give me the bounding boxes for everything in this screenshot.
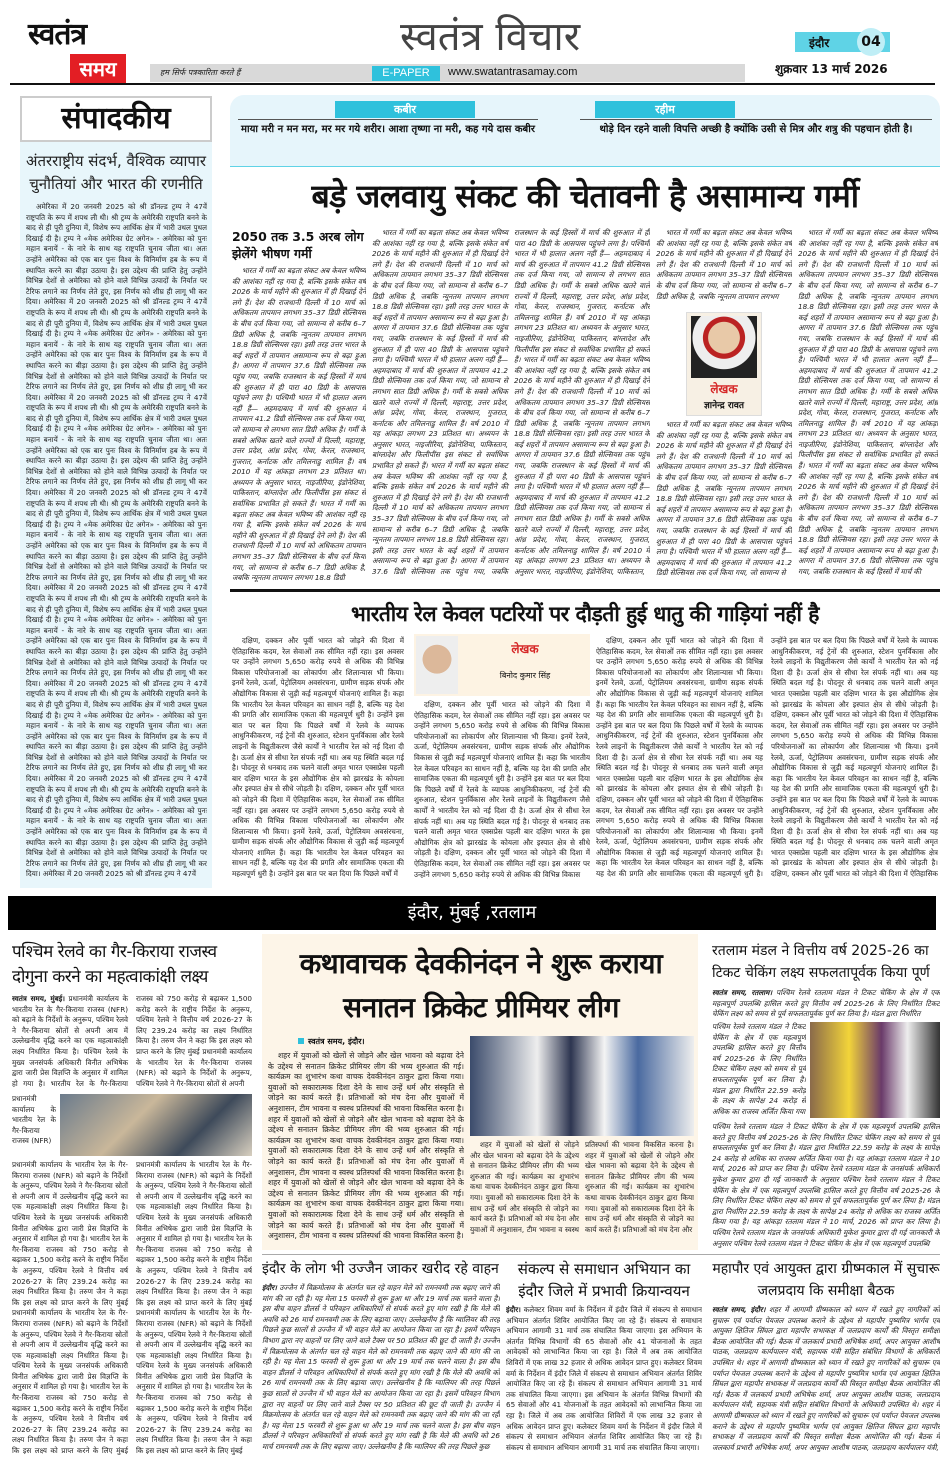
lead-body-cols: भारत में गर्मी का बढ़ता संकट अब केवल भविष्य की आशंका नहीं रह गया है, बल्कि इसके संकेत वर्ष 2026 के मार्च महीने की शुरुआत में ही दिखाई देने लगे हैं। देश की राजधानी दिल्ली में 10 मार्च को अधिकतम तापमान लगभग 35–37 डिग्री सेल्सियस के बीच दर्ज किया गया, जो सामान्य से करीब 6–7 डिग्री अधिक है, जबकि न्यूनतम तापमान लगभग 18.8 डिग्री सेल्सियस रहा। इसी तरह उत्तर भारत के कई शहरों में तापमान असामान्य रूप से बढ़ा हुआ है। आगरा में तापमान 37.6 डिग्री सेल्सियस तक पहुंच गया, जबकि राजस्थान के कई हिस्सों में मार्च की शुरुआत में ही पारा 40 डिग्री के आसपास पहुंचने लगा है। पश्चिमी भारत में भी हालात अलग नहीं हैं— अहमदाबाद में मार्च की शुरुआत में तापमान 41.2 डिग्री सेल्सियस तक दर्ज किया गया, जो सामान्य से लगभग सात डिग्री अधिक है। गर्मी के सबसे अधिक खतरे वाले राज्यों में दिल्ली, महाराष्ट्र, उत्तर प्रदेश, आंध्र प्रदेश, गोवा, केरल, राजस्थान, गुजरात, कर्नाटक और तमिलनाडु शामिल हैं। वर्ष 2010 में यह आंकड़ा लगभग 23 प्रतिशत था। अध्ययन के अनुसार भारत, नाइजीरिया, इंडोनेशिया, पाकिस्तान, बांग्लादेश और फिलीपींस इस संकट से सर्वाधिक प्रभावित हो सकते हैं। भारत में गर्मी का बढ़ता संकट अब केवल भविष्य की आशंका नहीं रह गया है, बल्कि इसके संकेत वर्ष 2026 के मार्च महीने की शुरुआत में ही दिखाई देने लगे हैं। देश की राजधानी दिल्ली में 10 मार्च को अधिकतम तापमान लगभग 35–37 डिग्री सेल्सियस के बीच दर्ज किया गया, जो सामान्य से करीब 6–7 डिग्री अधिक है, जबकि न्यूनतम तापमान लगभग 18.8 डिग्री सेल्सियस रहा। इसी तरह उत्तर भारत के कई शहरों में तापमान असामान्य रूप से बढ़ा हुआ है। आगरा में तापमान 37.6 डिग्री सेल्सियस तक पहुंच गया, जबकि राजस्थान के कई हिस्सों में मार्च की शुरुआत में ही पारा 40 डिग्री के आसपास पहुंचने लगा है। पश्चिमी भारत में भी हालात अलग नहीं हैं— अहमदाबाद में मार्च की शुरुआत में तापमान 41.2 डिग्री सेल्सियस तक दर्ज किया गया, जो सामान्य से लगभग सात डिग्री अधिक है। गर्मी के सबसे अधिक खतरे वाले राज्यों में दिल्ली, महाराष्ट्र, उत्तर प्रदेश, आंध्र प्रदेश, गोवा, केरल, राजस्थान, गुजरात, कर्नाटक और तमिलनाडु शामिल हैं। वर्ष 2010 में यह आंकड़ा लगभग 23 प्रतिशत था। अध्ययन के अनुसार भारत, नाइजीरिया, इंडोनेशिया, पाकिस्तान, बांग्लादेश और फिलीपींस इस संकट से सर्वाधिक प्रभावित हो सकते हैं। भारत में गर्मी का बढ़ता संकट अब केवल भविष्य की आशंका नहीं रह गया है, बल्कि इसके संकेत वर्ष 2026 के मार्च महीने की शुरुआत में ही दिखाई देने लगे हैं। देश की राजधानी दिल्ली में 10 मार्च को अधिकतम तापमान लगभग 35–37 डिग्री सेल्सियस के बीच दर्ज किया गया, जो सामान्य से करीब 6–7 डिग्री अधिक है, जबकि न्यूनतम तापमान लगभग 18.8 डिग्री सेल्सियस रहा। इसी तरह उत्तर भारत के कई शहरों में तापमान असामान्य रूप से बढ़ा हुआ है। आगरा में तापमान 37.6 डिग्री सेल्सियस तक पहुंच गया, जबकि राजस्थान के कई हिस्सों में मार्च की शुरुआत में ही पारा 40 डिग्री के आसपास पहुंचने लगा है। पश्चिमी भारत में भी हालात अलग नहीं हैं— अहमदाबाद में मार्च की शुरुआत में तापमान 41.2 डिग्री सेल्सियस तक दर्ज किया गया, जो सामान्य से लगभग सात डिग्री अधिक है। गर्मी के सबसे अधिक खतरे वाले राज्यों में दिल्ली, महाराष्ट्र, उत्तर प्रदेश, आंध्र प्रदेश, गोवा, केरल, राजस्थान, गुजरात, कर्नाटक और तमिलनाडु शामिल हैं। वर्ष 2010 में यह आंकड़ा लगभग 23 प्रतिशत था। अध्ययन के अनुसार भारत, नाइजीरिया, इंडोनेशिया, पाकिस्तान, xyxy=(372,228,650,576)
author-name: ज्ञानेन्द्र रावत xyxy=(704,401,744,411)
section-rule xyxy=(230,589,940,592)
lead-headline[interactable]: बड़े जलवायु संकट की चेतावनी है असामान्य गर्मी xyxy=(311,177,859,215)
editorial-body: अमेरिका में 20 जनवरी 2025 को श्री डॉनल्ड ट्रम्प ने 47वें राष्ट्रपति के रूप में शपथ ली थी। श्री ट्रम्प के अमेरिकी राष्ट्रपति बनने के बाद से ही पूरी दुनिया में, विशेष रूप आर्थिक क्षेत्र में भारी उथल पुथल दिखाई दी है। ट्रम्प ने «मेक अमेरिका ग्रेट अगेन» - अमेरिका को पुनः महान बनायें - के नारे के साथ यह राष्ट्रपति चुनाव जीता था। अतः उन्होंने अमेरिका को एक बार पुनः विश्व के विनिर्माण हब के रूप में स्थापित करने का बीड़ा उठाया है। इस उद्देश्य की प्राप्ति हेतु उन्होंने विभिन्न देशों से अमेरिका को होने वाले विभिन्न उत्पादों के निर्यात पर टैरिफ लगाने का निर्णय लेते हुए, इस निर्णय को शीघ्र ही लागू भी कर दिया। अमेरिका में 20 जनवरी 2025 को श्री डॉनल्ड ट्रम्प ने 47वें राष्ट्रपति के रूप में शपथ ली थी। श्री ट्रम्प के अमेरिकी राष्ट्रपति बनने के बाद से ही पूरी दुनिया में, विशेष रूप आर्थिक क्षेत्र में भारी उथल पुथल दिखाई दी है। ट्रम्प ने «मेक अमेरिका ग्रेट अगेन» - अमेरिका को पुनः महान बनायें - के नारे के साथ यह राष्ट्रपति चुनाव जीता था। अतः उन्होंने अमेरिका को एक बार पुनः विश्व के विनिर्माण हब के रूप में स्थापित करने का बीड़ा उठाया है। इस उद्देश्य की प्राप्ति हेतु उन्होंने विभिन्न देशों से अमेरिका को होने वाले विभिन्न उत्पादों के निर्यात पर टैरिफ लगाने का निर्णय लेते हुए, इस निर्णय को शीघ्र ही लागू भी कर दिया। अमेरिका में 20 जनवरी 2025 को श्री डॉनल्ड ट्रम्प ने 47वें राष्ट्रपति के रूप में शपथ ली थी। श्री ट्रम्प के अमेरिकी राष्ट्रपति बनने के बाद से ही पूरी दुनिया में, विशेष रूप आर्थिक क्षेत्र में भारी उथल पुथल दिखाई दी है। ट्रम्प ने «मेक अमेरिका ग्रेट अगेन» - अमेरिका को पुनः महान बनायें - के नारे के साथ यह राष्ट्रपति चुनाव जीता था। अतः उन्होंने अमेरिका को एक बार पुनः विश्व के विनिर्माण हब के रूप में स्थापित करने का बीड़ा उठाया है। इस उद्देश्य की प्राप्ति हेतु उन्होंने विभिन्न देशों से अमेरिका को होने वाले विभिन्न उत्पादों के निर्यात पर टैरिफ लगाने का निर्णय लेते हुए, इस निर्णय को शीघ्र ही लागू भी कर दिया। अमेरिका में 20 जनवरी 2025 को श्री डॉनल्ड ट्रम्प ने 47वें राष्ट्रपति के रूप में शपथ ली थी। श्री ट्रम्प के अमेरिकी राष्ट्रपति बनने के बाद से ही पूरी दुनिया में, विशेष रूप आर्थिक क्षेत्र में भारी उथल पुथल दिखाई दी है। ट्रम्प ने «मेक अमेरिका ग्रेट अगेन» - अमेरिका को पुनः महान बनायें - के नारे के साथ यह राष्ट्रपति चुनाव जीता था। अतः उन्होंने अमेरिका को एक बार पुनः विश्व के विनिर्माण हब के रूप में स्थापित करने का बीड़ा उठाया है। इस उद्देश्य की प्राप्ति हेतु उन्होंने विभिन्न देशों से अमेरिका को होने वाले विभिन्न उत्पादों के निर्यात पर टैरिफ लगाने का निर्णय लेते हुए, इस निर्णय को शीघ्र ही लागू भी कर दिया। अमेरिका में 20 जनवरी 2025 को श्री डॉनल्ड ट्रम्प ने 47वें राष्ट्रपति के रूप में शपथ ली थी। श्री ट्रम्प के अमेरिकी राष्ट्रपति बनने के बाद से ही पूरी दुनिया में, विशेष रूप आर्थिक क्षेत्र में भारी उथल पुथल दिखाई दी है। ट्रम्प ने «मेक अमेरिका ग्रेट अगेन» - अमेरिका को पुनः महान बनायें - के नारे के साथ यह राष्ट्रपति चुनाव जीता था। अतः उन्होंने अमेरिका को एक बार पुनः विश्व के विनिर्माण हब के रूप में स्थापित करने का बीड़ा उठाया है। इस उद्देश्य की प्राप्ति हेतु उन्होंने विभिन्न देशों से अमेरिका को होने वाले विभिन्न उत्पादों के निर्यात पर टैरिफ लगाने का निर्णय लेते हुए, इस निर्णय को शीघ्र ही लागू भी कर दिया। अमेरिका में 20 जनवरी 2025 को श्री डॉनल्ड ट्रम्प ने 47वें राष्ट्रपति के रूप में शपथ ली थी। श्री ट्रम्प के अमेरिकी राष्ट्रपति बनने के बाद से ही पूरी दुनिया में, विशेष रूप आर्थिक क्षेत्र में भारी उथल पुथल दिखाई दी है। ट्रम्प ने «मेक अमेरिका ग्रेट अगेन» - अमेरिका को पुनः महान बनायें - के नारे के साथ यह राष्ट्रपति चुनाव जीता था। अतः उन्होंने अमेरिका को एक बार पुनः विश्व के विनिर्माण हब के रूप में स्थापित करने का बीड़ा उठाया है। इस उद्देश्य की प्राप्ति हेतु उन्होंने विभिन्न देशों से अमेरिका को होने वाले विभिन्न उत्पादों के निर्यात पर टैरिफ लगाने का निर्णय लेते हुए, इस निर्णय को शीघ्र ही लागू भी कर दिया। अमेरिका में 20 जनवरी 2025 को श्री डॉनल्ड ट्रम्प ने 47वें राष्ट्रपति के रूप में शपथ ली थी। श्री ट्रम्प के अमेरिकी राष्ट्रपति बनने के बाद से ही पूरी दुनिया में, विशेष रूप आर्थिक क्षेत्र में भारी उथल पुथल दिखाई दी है। ट्रम्प ने «मेक अमेरिका ग्रेट अगेन» - अमेरिका को पुनः महान बनायें - के नारे के साथ यह राष्ट्रपति चुनाव जीता था। अतः उन्होंने अमेरिका को एक बार पुनः विश्व के विनिर्माण हब के रूप में स्थापित करने का बीड़ा उठाया है। इस उद्देश्य की प्राप्ति हेतु उन्होंने विभिन्न देशों से अमेरिका को होने वाले विभिन्न उत्पादों के निर्यात पर टैरिफ लगाने का निर्णय लेते हुए, इस निर्णय को शीघ्र ही लागू भी कर दिया। अमेरिका में 20 जनवरी 2025 को श्री डॉनल्ड ट्रम्प ने 47वें xyxy=(26,202,207,879)
ujjain-headline[interactable]: इंदौर के लोग भी उज्जैन जाकर खरीद रहे वाहन xyxy=(262,1261,499,1277)
cricket-right xyxy=(470,1036,694,1244)
city-label: इंदौर xyxy=(809,36,830,50)
water-article xyxy=(712,1258,940,1460)
western-railway-headline[interactable]: पश्चिम रेलवे का गैर-किराया राजस्व दोगुना करने का महत्वाकांक्षी लक्ष्य xyxy=(12,942,217,987)
ujjain-article xyxy=(262,1258,500,1460)
photo-row xyxy=(12,1094,252,1156)
rail-body-col1: दक्षिण, दक्कन और पूर्वी भारत को जोड़ने की दिशा में ऐतिहासिक कदम, रेल सेवाओं तक सीमित नहीं रहा। इस अवसर पर उन्होंने लगभग 5,650 करोड़ रुपये से अधिक की विभिन्न विकास परियोजनाओं का लोकार्पण और शिलान्यास भी किया। इनमें रेलवे, ऊर्जा, पेट्रोलियम अवसंरचना, ग्रामीण सड़क संपर्क और औद्योगिक विकास से जुड़ी कई महत्वपूर्ण योजनाएं शामिल हैं। कहा कि भारतीय रेल केवल परिवहन का साधन नहीं है, बल्कि यह देश की प्रगति और सामाजिक एकता की महत्वपूर्ण धुरी है। उन्होंने इस बात पर बल दिया कि पिछले वर्षों में रेलवे के व्यापक आधुनिकीकरण, नई ट्रेनों की शुरुआत, स्टेशन पुनर्विकास और रेलवे लाइनों के विद्युतीकरण जैसे कार्यों ने भारतीय रेल को नई दिशा दी है। ऊर्जा क्षेत्र से सीधा रेल संपर्क नहीं था। अब यह स्थिति बदल गई है। पोदनूर से धनबाद तक चलने वाली अमृत भारत एक्सप्रेस पहली बार दक्षिण भारत के इस औद्योगिक क्षेत्र को झारखंड के कोयला और इस्पात क्षेत्र से सीधे जोड़ती है। दक्षिण, दक्कन और पूर्वी भारत को जोड़ने की दिशा में ऐतिहासिक कदम, रेल सेवाओं तक सीमित नहीं रहा। इस अवसर पर उन्होंने लगभग 5,650 करोड़ रुपये से अधिक की विभिन्न विकास परियोजनाओं का लोकार्पण और शिलान्यास भी किया। इनमें रेलवे, ऊर्जा, पेट्रोलियम अवसंरचना, ग्रामीण सड़क संपर्क और औद्योगिक विकास से जुड़ी कई महत्वपूर्ण योजनाएं शामिल हैं। कहा कि भारतीय रेल केवल परिवहन का साधन नहीं है, बल्कि यह देश की प्रगति और सामाजिक एकता की महत्वपूर्ण धुरी है। उन्होंने इस बात पर बल दिया कि पिछले वर्षों में xyxy=(232,636,404,879)
lead-subheading: 2050 तक 3.5 अरब लोग झेलेंगे भीषण गर्मी xyxy=(232,229,364,261)
water-body xyxy=(712,1305,940,1460)
editorial-section-title: संपादकीय xyxy=(20,96,212,142)
rail-body-cols: दक्षिण, दक्कन और पूर्वी भारत को जोड़ने की दिशा में ऐतिहासिक कदम, रेल सेवाओं तक सीमित नहीं रहा। इस अवसर पर उन्होंने लगभग 5,650 करोड़ रुपये से अधिक की विभिन्न विकास परियोजनाओं का लोकार्पण और शिलान्यास भी किया। इनमें रेलवे, ऊर्जा, पेट्रोलियम अवसंरचना, ग्रामीण सड़क संपर्क और औद्योगिक विकास से जुड़ी कई महत्वपूर्ण योजनाएं शामिल हैं। कहा कि भारतीय रेल केवल परिवहन का साधन नहीं है, बल्कि यह देश की प्रगति और सामाजिक एकता की महत्वपूर्ण धुरी है। उन्होंने इस बात पर बल दिया कि पिछले वर्षों में रेलवे के व्यापक आधुनिकीकरण, नई ट्रेनों की शुरुआत, स्टेशन पुनर्विकास और रेलवे लाइनों के विद्युतीकरण जैसे कार्यों ने भारतीय रेल को नई दिशा दी है। ऊर्जा क्षेत्र से सीधा रेल संपर्क नहीं था। अब यह स्थिति बदल गई है। पोदनूर से धनबाद तक चलने वाली अमृत भारत एक्सप्रेस पहली बार दक्षिण भारत के इस औद्योगिक क्षेत्र को झारखंड के कोयला और इस्पात क्षेत्र से सीधे जोड़ती है। दक्षिण, दक्कन और पूर्वी भारत को जोड़ने की दिशा में ऐतिहासिक कदम, रेल सेवाओं तक सीमित नहीं रहा। इस अवसर पर उन्होंने लगभग 5,650 करोड़ रुपये से अधिक की विभिन्न विकास परियोजनाओं का लोकार्पण और शिलान्यास भी किया। इनमें रेलवे, ऊर्जा, पेट्रोलियम अवसंरचना, ग्रामीण सड़क संपर्क और औद्योगिक विकास से जुड़ी कई महत्वपूर्ण योजनाएं शामिल हैं। कहा कि भारतीय रेल केवल परिवहन का साधन नहीं है, बल्कि यह देश की प्रगति और सामाजिक एकता की महत्वपूर्ण धुरी है। उन्होंने इस बात पर बल दिया कि पिछले वर्षों में रेलवे के व्यापक आधुनिकीकरण, नई ट्रेनों की शुरुआत, स्टेशन पुनर्विकास और रेलवे लाइनों के विद्युतीकरण जैसे कार्यों ने भारतीय रेल को नई दिशा दी है। ऊर्जा क्षेत्र से सीधा रेल संपर्क नहीं था। अब यह स्थिति बदल गई है। पोदनूर से धनबाद तक चलने वाली अमृत भारत एक्सप्रेस पहली बार दक्षिण भारत के इस औद्योगिक क्षेत्र को झारखंड के कोयला और इस्पात क्षेत्र से सीधे जोड़ती है। दक्षिण, दक्कन और पूर्वी भारत को जोड़ने की दिशा में ऐतिहासिक कदम, रेल सेवाओं तक सीमित नहीं रहा। इस अवसर पर उन्होंने लगभग 5,650 करोड़ रुपये से अधिक की विभिन्न विकास परियोजनाओं का लोकार्पण और शिलान्यास भी किया। इनमें रेलवे, ऊर्जा, पेट्रोलियम अवसंरचना, ग्रामीण सड़क संपर्क और औद्योगिक विकास से जुड़ी कई महत्वपूर्ण योजनाएं शामिल हैं। कहा कि भारतीय रेल केवल परिवहन का साधन नहीं है, बल्कि यह देश की प्रगति और सामाजिक एकता की महत्वपूर्ण धुरी है। उन्होंने इस बात पर बल दिया कि पिछले वर्षों में रेलवे के व्यापक आधुनिकीकरण, नई ट्रेनों की शुरुआत, स्टेशन पुनर्विकास और रेलवे लाइनों के विद्युतीकरण जैसे कार्यों ने भारतीय रेल को नई दिशा दी है। ऊर्जा क्षेत्र से सीधा रेल संपर्क नहीं था। अब यह स्थिति बदल गई है। पोदनूर से धनबाद तक चलने वाली अमृत भारत एक्सप्रेस पहली बार दक्षिण भारत के इस औद्योगिक क्षेत्र को झारखंड के कोयला और इस्पात क्षेत्र से सीधे जोड़ती है। दक्षिण, दक्कन और पूर्वी भारत को जोड़ने की दिशा में ऐतिहासिक xyxy=(596,636,938,879)
lead-body-col4-bottom: भारत में गर्मी का बढ़ता संकट अब केवल भविष्य की आशंका नहीं रह गया है, बल्कि इसके संकेत वर्ष 2026 के मार्च महीने की शुरुआत में ही दिखाई देने लगे हैं। देश की राजधानी दिल्ली में 10 मार्च को अधिकतम तापमान लगभग 35–37 डिग्री सेल्सियस के बीच दर्ज किया गया, जो सामान्य से करीब 6–7 डिग्री अधिक है, जबकि न्यूनतम तापमान लगभग 18.8 डिग्री सेल्सियस रहा। इसी तरह उत्तर भारत के कई शहरों में तापमान असामान्य रूप से बढ़ा हुआ है। आगरा में तापमान 37.6 डिग्री सेल्सियस तक पहुंच गया, जबकि राजस्थान के कई हिस्सों में मार्च की शुरुआत में ही पारा 40 डिग्री के आसपास पहुंचने लगा है। पश्चिमी भारत में भी हालात अलग नहीं हैं— अहमदाबाद में मार्च की शुरुआत में तापमान 41.2 डिग्री सेल्सियस तक दर्ज किया गया, जो सामान्य से xyxy=(656,420,792,578)
page-title: स्वतंत्र विचार xyxy=(399,14,581,60)
tagline: हम सिर्फ पत्रकारिता करते हैं xyxy=(160,68,241,77)
rail-headline[interactable]: भारतीय रेल केवल पटरियों पर दौड़ती हुई धातु की गाड़ियां नहीं है xyxy=(351,602,819,626)
bullet-icon xyxy=(298,1038,304,1044)
ratlam-body-side: पश्चिम रेलवे रतलाम मंडल ने टिकट चेकिंग के क्षेत्र में एक महत्वपूर्ण उपलब्धि हासिल करते हुए वित्तीय वर्ष 2025-26 के लिए निर्धारित टिकट चेकिंग लक्ष्य को समय से पूर्व सफलतापूर्वक पूर्ण कर लिया है। मंडल द्वारा निर्धारित 22.59 करोड़ के लक्ष्य के सापेक्ष 24 करोड़ से अधिक का राजस्व अर्जित किया गया xyxy=(712,1022,806,1116)
cricket-left xyxy=(268,1036,464,1244)
divider xyxy=(238,119,538,120)
lead-body-col1: भारत में गर्मी का बढ़ता संकट अब केवल भविष्य की आशंका नहीं रह गया है, बल्कि इसके संकेत वर्ष 2026 के मार्च महीने की शुरुआत में ही दिखाई देने लगे हैं। देश की राजधानी दिल्ली में 10 मार्च को अधिकतम तापमान लगभग 35–37 डिग्री सेल्सियस के बीच दर्ज किया गया, जो सामान्य से करीब 6–7 डिग्री अधिक है, जबकि न्यूनतम तापमान लगभग 18.8 डिग्री सेल्सियस रहा। इसी तरह उत्तर भारत के कई शहरों में तापमान असामान्य रूप से बढ़ा हुआ है। आगरा में तापमान 37.6 डिग्री सेल्सियस तक पहुंच गया, जबकि राजस्थान के कई हिस्सों में मार्च की शुरुआत में ही पारा 40 डिग्री के आसपास पहुंचने लगा है। पश्चिमी भारत में भी हालात अलग नहीं हैं— अहमदाबाद में मार्च की शुरुआत में तापमान 41.2 डिग्री सेल्सियस तक दर्ज किया गया, जो सामान्य से लगभग सात डिग्री अधिक है। गर्मी के सबसे अधिक खतरे वाले राज्यों में दिल्ली, महाराष्ट्र, उत्तर प्रदेश, आंध्र प्रदेश, गोवा, केरल, राजस्थान, गुजरात, कर्नाटक और तमिलनाडु शामिल हैं। वर्ष 2010 में यह आंकड़ा लगभग 23 प्रतिशत था। अध्ययन के अनुसार भारत, नाइजीरिया, इंडोनेशिया, पाकिस्तान, बांग्लादेश और फिलीपींस इस संकट से सर्वाधिक प्रभावित हो सकते हैं। भारत में गर्मी का बढ़ता संकट अब केवल भविष्य की आशंका नहीं रह गया है, बल्कि इसके संकेत वर्ष 2026 के मार्च महीने की शुरुआत में ही दिखाई देने लगे हैं। देश की राजधानी दिल्ली में 10 मार्च को अधिकतम तापमान लगभग 35–37 डिग्री सेल्सियस के बीच दर्ज किया गया, जो सामान्य से करीब 6–7 डिग्री अधिक है, जबकि न्यूनतम तापमान लगभग 18.8 डिग्री xyxy=(232,266,366,583)
quotes-box xyxy=(230,95,940,167)
lead-author-box xyxy=(656,312,792,416)
lead-body-col4-top: भारत में गर्मी का बढ़ता संकट अब केवल भविष्य की आशंका नहीं रह गया है, बल्कि इसके संकेत वर्ष 2026 के मार्च महीने की शुरुआत में ही दिखाई देने लगे हैं। देश की राजधानी दिल्ली में 10 मार्च को अधिकतम तापमान लगभग 35–37 डिग्री सेल्सियस के बीच दर्ज किया गया, जो सामान्य से करीब 6–7 डिग्री अधिक है, जबकि न्यूनतम तापमान लगभग xyxy=(656,228,792,301)
section-band: इंदौर, मुंबई ,रतलाम xyxy=(8,896,936,930)
ratlam-body-lower: पश्चिम रेलवे रतलाम मंडल ने टिकट चेकिंग के क्षेत्र में एक महत्वपूर्ण उपलब्धि हासिल करते हुए वित्तीय वर्ष 2025-26 के लिए निर्धारित टिकट चेकिंग लक्ष्य को समय से पूर्व सफलतापूर्वक पूर्ण कर लिया है। मंडल द्वारा निर्धारित 22.59 करोड़ के लक्ष्य के सापेक्ष 24 करोड़ से अधिक का राजस्व अर्जित किया गया है। यह आंकड़ा रतलाम मंडल ने 10 मार्च, 2026 को प्राप्त कर लिया है। पश्चिम रेलवे रतलाम मंडल के जनसंपर्क अधिकारी मुकेश कुमार द्वारा दी गई जानकारी के अनुसार पश्चिम रेलवे रतलाम मंडल ने टिकट चेकिंग के क्षेत्र में एक महत्वपूर्ण उपलब्धि हासिल करते हुए वित्तीय वर्ष 2025-26 के लिए निर्धारित टिकट चेकिंग लक्ष्य को समय से पूर्व सफलतापूर्वक पूर्ण कर लिया है। मंडल द्वारा निर्धारित 22.59 करोड़ के लक्ष्य के सापेक्ष 24 करोड़ से अधिक का राजस्व अर्जित किया गया है। यह आंकड़ा रतलाम मंडल ने 10 मार्च, 2026 को प्राप्त कर लिया है। पश्चिम रेलवे रतलाम मंडल के जनसंपर्क अधिकारी मुकेश कुमार द्वारा दी गई जानकारी के अनुसार पश्चिम रेलवे रतलाम मंडल ने टिकट चेकिंग के क्षेत्र में एक महत्वपूर्ण उपलब्धि xyxy=(712,1122,940,1248)
western-railway-body-cont: प्रधानमंत्री कार्यालय के भारतीय रेल के गैर-किराया राजस्व (NFR) xyxy=(12,1094,56,1146)
cricket-dateline xyxy=(298,1036,464,1047)
dateline: स्वतंत्र समय, रतलाम। xyxy=(712,988,773,997)
rail-author-box xyxy=(414,634,590,696)
body-text: शहर में आगामी ग्रीष्मकाल को ध्यान में रखते हुए नागरिकों को सुचारू एवं पर्याप्त पेयजल उपलब्ध कराने के उद्देश्य से महापौर पुष्यमित्र भार्गव एवं आयुक्त क्षितिज सिंघल द्वारा महापौर सभाकक्ष में जलप्रदाय कार्यों की विस्तृत समीक्षा बैठक आयोजित की गई। बैठक में जलकार्य प्रभारी अभिषेक शर्मा, अपर आयुक्त आशीष पाठक, जलप्रदाय कार्यपालन यंत्री, सहायक यंत्री सहित संबंधित विभागों के अधिकारी उपस्थित थे। शहर में आगामी ग्रीष्मकाल को ध्यान में रखते हुए नागरिकों को सुचारू एवं पर्याप्त पेयजल उपलब्ध कराने के उद्देश्य से महापौर पुष्यमित्र भार्गव एवं आयुक्त क्षितिज सिंघल द्वारा महापौर सभाकक्ष में जलप्रदाय कार्यों की विस्तृत समीक्षा बैठक आयोजित की गई। बैठक में जलकार्य प्रभारी अभिषेक शर्मा, अपर आयुक्त आशीष पाठक, जलप्रदाय कार्यपालन यंत्री, सहायक यंत्री सहित संबंधित विभागों के अधिकारी उपस्थित थे। शहर में आगामी ग्रीष्मकाल को ध्यान में रखते हुए नागरिकों को सुचारू एवं पर्याप्त पेयजल उपलब्ध कराने के उद्देश्य से महापौर पुष्यमित्र भार्गव एवं आयुक्त क्षितिज सिंघल द्वारा महापौर सभाकक्ष में जलप्रदाय कार्यों की विस्तृत समीक्षा बैठक आयोजित की गई। बैठक में जलकार्य प्रभारी अभिषेक शर्मा, अपर आयुक्त आशीष पाठक, जलप्रदाय कार्यपालन यंत्री, xyxy=(712,1305,940,1452)
cricket-headline[interactable]: कथावाचक देवकीनंदन ने शुरू कराया सनातन क्रिकेट प्रीमियर लीग xyxy=(299,947,663,1024)
logo xyxy=(28,18,128,86)
lead-col1 xyxy=(232,228,366,586)
cricket-content xyxy=(268,1036,694,1244)
body-text: प्रधानमंत्री कार्यालय के भारतीय रेल के गैर-किराया राजस्व (NFR) को बढ़ाने के निर्देशों के अनुरूप, पश्चिम रेलवे ने गैर-किराया स्रोतों से अपनी आय में उल्लेखनीय वृद्धि करने का एक महत्वाकांक्षी लक्ष्य निर्धारित किया है। पश्चिम रेलवे के मुख्य जनसंपर्क अधिकारी विनीत अभिषेक द्वारा जारी प्रेस विज्ञप्ति के अनुसार में शामिल हो गया है। भारतीय रेल के गैर-किराया राजस्व को 750 करोड़ से बढ़ाकर 1,500 करोड़ करने के राष्ट्रीय निर्देश के अनुरूप, पश्चिम रेलवे ने वित्तीय वर्ष 2026-27 के लिए 239.24 करोड़ का लक्ष्य निर्धारित किया है। तरुण जैन ने कहा कि इस लक्ष्य को प्राप्त करने के लिए मुंबई प्रधानमंत्री कार्यालय के भारतीय रेल के गैर-किराया राजस्व (NFR) को बढ़ाने के निर्देशों के अनुरूप, पश्चिम रेलवे ने गैर-किराया स्रोतों से अपनी xyxy=(12,994,252,1088)
western-railway-body-lower: प्रधानमंत्री कार्यालय के भारतीय रेल के गैर-किराया राजस्व (NFR) को बढ़ाने के निर्देशों के अनुरूप, पश्चिम रेलवे ने गैर-किराया स्रोतों से अपनी आय में उल्लेखनीय वृद्धि करने का एक महत्वाकांक्षी लक्ष्य निर्धारित किया है। पश्चिम रेलवे के मुख्य जनसंपर्क अधिकारी विनीत अभिषेक द्वारा जारी प्रेस विज्ञप्ति के अनुसार में शामिल हो गया है। भारतीय रेल के गैर-किराया राजस्व को 750 करोड़ से बढ़ाकर 1,500 करोड़ करने के राष्ट्रीय निर्देश के अनुरूप, पश्चिम रेलवे ने वित्तीय वर्ष 2026-27 के लिए 239.24 करोड़ का लक्ष्य निर्धारित किया है। तरुण जैन ने कहा कि इस लक्ष्य को प्राप्त करने के लिए मुंबई प्रधानमंत्री कार्यालय के भारतीय रेल के गैर-किराया राजस्व (NFR) को बढ़ाने के निर्देशों के अनुरूप, पश्चिम रेलवे ने गैर-किराया स्रोतों से अपनी आय में उल्लेखनीय वृद्धि करने का एक महत्वाकांक्षी लक्ष्य निर्धारित किया है। पश्चिम रेलवे के मुख्य जनसंपर्क अधिकारी विनीत अभिषेक द्वारा जारी प्रेस विज्ञप्ति के अनुसार में शामिल हो गया है। भारतीय रेल के गैर-किराया राजस्व को 750 करोड़ से बढ़ाकर 1,500 करोड़ करने के राष्ट्रीय निर्देश के अनुरूप, पश्चिम रेलवे ने वित्तीय वर्ष 2026-27 के लिए 239.24 करोड़ का लक्ष्य निर्धारित किया है। तरुण जैन ने कहा कि इस लक्ष्य को प्राप्त करने के लिए मुंबई प्रधानमंत्री कार्यालय के भारतीय रेल के गैर-किराया राजस्व (NFR) को बढ़ाने के निर्देशों के अनुरूप, पश्चिम रेलवे ने गैर-किराया स्रोतों से अपनी आय में उल्लेखनीय वृद्धि करने का एक महत्वाकांक्षी लक्ष्य निर्धारित किया है। पश्चिम रेलवे के मुख्य जनसंपर्क अधिकारी विनीत अभिषेक द्वारा जारी प्रेस विज्ञप्ति के अनुसार में शामिल हो गया है। भारतीय रेल के गैर-किराया राजस्व को 750 करोड़ से बढ़ाकर 1,500 करोड़ करने के राष्ट्रीय निर्देश के अनुरूप, पश्चिम रेलवे ने वित्तीय वर्ष 2026-27 के लिए 239.24 करोड़ का लक्ष्य निर्धारित किया है। तरुण जैन ने कहा कि इस लक्ष्य को प्राप्त करने के लिए मुंबई प्रधानमंत्री कार्यालय के भारतीय रेल के गैर-किराया राजस्व (NFR) को बढ़ाने के निर्देशों के अनुरूप, पश्चिम रेलवे ने गैर-किराया स्रोतों से अपनी आय में उल्लेखनीय वृद्धि करने का एक महत्वाकांक्षी लक्ष्य निर्धारित किया है। पश्चिम रेलवे के मुख्य जनसंपर्क अधिकारी विनीत अभिषेक द्वारा जारी प्रेस विज्ञप्ति के अनुसार में शामिल हो गया है। भारतीय रेल के गैर-किराया राजस्व को 750 करोड़ से बढ़ाकर 1,500 करोड़ करने के राष्ट्रीय निर्देश के अनुरूप, पश्चिम रेलवे ने वित्तीय वर्ष 2026-27 के लिए 239.24 करोड़ का लक्ष्य निर्धारित किया है। तरुण जैन ने कहा कि इस लक्ष्य को प्राप्त करने के लिए मुंबई xyxy=(12,1160,252,1456)
dateline: स्वतंत्र समय, इंदौर। xyxy=(712,1305,766,1314)
author-label: लेखक xyxy=(710,382,738,396)
dateline: इंदौर। xyxy=(506,1305,521,1314)
body-text: पश्चिम रेलवे रतलाम मंडल ने टिकट चेकिंग के क्षेत्र में एक महत्वपूर्ण उपलब्धि हासिल करते हुए वित्तीय वर्ष 2025-26 के लिए निर्धारित टिकट चेकिंग लक्ष्य को समय से पूर्व सफलतापूर्वक पूर्ण कर लिया है। मंडल द्वारा निर्धारित xyxy=(712,988,940,1019)
editorial-column xyxy=(20,96,212,888)
lead-body-col5: भारत में गर्मी का बढ़ता संकट अब केवल भविष्य की आशंका नहीं रह गया है, बल्कि इसके संकेत वर्ष 2026 के मार्च महीने की शुरुआत में ही दिखाई देने लगे हैं। देश की राजधानी दिल्ली में 10 मार्च को अधिकतम तापमान लगभग 35–37 डिग्री सेल्सियस के बीच दर्ज किया गया, जो सामान्य से करीब 6–7 डिग्री अधिक है, जबकि न्यूनतम तापमान लगभग 18.8 डिग्री सेल्सियस रहा। इसी तरह उत्तर भारत के कई शहरों में तापमान असामान्य रूप से बढ़ा हुआ है। आगरा में तापमान 37.6 डिग्री सेल्सियस तक पहुंच गया, जबकि राजस्थान के कई हिस्सों में मार्च की शुरुआत में ही पारा 40 डिग्री के आसपास पहुंचने लगा है। पश्चिमी भारत में भी हालात अलग नहीं हैं— अहमदाबाद में मार्च की शुरुआत में तापमान 41.2 डिग्री सेल्सियस तक दर्ज किया गया, जो सामान्य से लगभग सात डिग्री अधिक है। गर्मी के सबसे अधिक खतरे वाले राज्यों में दिल्ली, महाराष्ट्र, उत्तर प्रदेश, आंध्र प्रदेश, गोवा, केरल, राजस्थान, गुजरात, कर्नाटक और तमिलनाडु शामिल हैं। वर्ष 2010 में यह आंकड़ा लगभग 23 प्रतिशत था। अध्ययन के अनुसार भारत, नाइजीरिया, इंडोनेशिया, पाकिस्तान, बांग्लादेश और फिलीपींस इस संकट से सर्वाधिक प्रभावित हो सकते हैं। भारत में गर्मी का बढ़ता संकट अब केवल भविष्य की आशंका नहीं रह गया है, बल्कि इसके संकेत वर्ष 2026 के मार्च महीने की शुरुआत में ही दिखाई देने लगे हैं। देश की राजधानी दिल्ली में 10 मार्च को अधिकतम तापमान लगभग 35–37 डिग्री सेल्सियस के बीच दर्ज किया गया, जो सामान्य से करीब 6–7 डिग्री अधिक है, जबकि न्यूनतम तापमान लगभग 18.8 डिग्री सेल्सियस रहा। इसी तरह उत्तर भारत के कई शहरों में तापमान असामान्य रूप से बढ़ा हुआ है। आगरा में तापमान 37.6 डिग्री सेल्सियस तक पहुंच गया, जबकि राजस्थान के कई हिस्सों में मार्च की xyxy=(798,228,938,576)
city-badge xyxy=(795,32,890,52)
issue-date: शुक्रवार 13 मार्च 2026 xyxy=(775,62,888,76)
ticket-checking-photo xyxy=(810,1022,940,1118)
dateline: इंदौर। xyxy=(262,1283,277,1292)
body-text: उज्जैन में विक्रमोत्सव के अंतर्गत चल रहे वाहन मेले को रामनवमी तक बढ़ाए जाने की मांग की जा रही है। यह मेला 15 फरवरी से शुरू हुआ था और 19 मार्च तक चलने वाला है। इस बीच वाहन डीलर्स ने परिवहन अधिकारियों से संपर्क करते हुए मांग रखी है कि मेले की अवधि को 26 मार्च रामनवमी तक के लिए बढ़ाया जाए। उल्लेखनीय है कि ग्वालियर की तरह पिछले कुछ सालों से उज्जैन में भी वाहन मेले का आयोजन किया जा रहा है। इसमें परिवहन विभाग द्वारा नए वाहनों पर लिए जाने वाले टैक्स पर 50 प्रतिशत की छूट दी जाती है। उज्जैन में विक्रमोत्सव के अंतर्गत चल रहे वाहन मेले को रामनवमी तक बढ़ाए जाने की मांग की जा रही है। यह मेला 15 फरवरी से शुरू हुआ था और 19 मार्च तक चलने वाला है। इस बीच वाहन डीलर्स ने परिवहन अधिकारियों से संपर्क करते हुए मांग रखी है कि मेले की अवधि को 26 मार्च रामनवमी तक के लिए बढ़ाया जाए। उल्लेखनीय है कि ग्वालियर की तरह पिछले कुछ सालों से उज्जैन में भी वाहन मेले का आयोजन किया जा रहा है। इसमें परिवहन विभाग द्वारा नए वाहनों पर लिए जाने वाले टैक्स पर 50 प्रतिशत की छूट दी जाती है। उज्जैन में विक्रमोत्सव के अंतर्गत चल रहे वाहन मेले को रामनवमी तक बढ़ाए जाने की मांग की जा रही है। यह मेला 15 फरवरी से शुरू हुआ था और 19 मार्च तक चलने वाला है। इस बीच वाहन डीलर्स ने परिवहन अधिकारियों से संपर्क करते हुए मांग रखी है कि मेले की अवधि को 26 मार्च रामनवमी तक के लिए बढ़ाया जाए। उल्लेखनीय है कि ग्वालियर की तरह पिछले कुछ xyxy=(262,1283,500,1451)
quote-label-kabir: कबीर xyxy=(335,101,475,118)
water-headline[interactable]: महापौर एवं आयुक्त द्वारा ग्रीष्मकाल में सुचारू जलप्रदाय कि समीक्षा बैठक xyxy=(712,1261,940,1299)
author-photo xyxy=(691,316,757,378)
meeting-photo xyxy=(60,1094,252,1156)
page-number: 04 xyxy=(857,28,885,56)
ratlam-body-top xyxy=(712,988,940,1020)
cricket-body-col1: शहर में युवाओं को खेलों से जोड़ने और खेल भावना को बढ़ावा देने के उद्देश्य से सनातन क्रिकेट प्रीमियर लीग की भव्य शुरुआत की गई। कार्यक्रम का शुभारंभ कथा वाचक देवकीनंदन ठाकुर द्वारा किया गया। युवाओं को सकारात्मक दिशा देने के साथ उन्हें धर्म और संस्कृति से जोड़ने का कार्य करते हैं। प्रतिभाओं को मंच देना और युवाओं में अनुशासन, टीम भावना व स्वस्थ प्रतिस्पर्धा की भावना विकसित करना है। शहर में युवाओं को खेलों से जोड़ने और खेल भावना को बढ़ावा देने के उद्देश्य से सनातन क्रिकेट प्रीमियर लीग की भव्य शुरुआत की गई। कार्यक्रम का शुभारंभ कथा वाचक देवकीनंदन ठाकुर द्वारा किया गया। युवाओं को सकारात्मक दिशा देने के साथ उन्हें धर्म और संस्कृति से जोड़ने का कार्य करते हैं। प्रतिभाओं को मंच देना और युवाओं में अनुशासन, टीम भावना व स्वस्थ प्रतिस्पर्धा की भावना विकसित करना है। शहर में युवाओं को खेलों से जोड़ने और खेल भावना को बढ़ावा देने के उद्देश्य से सनातन क्रिकेट प्रीमियर लीग की भव्य शुरुआत की गई। कार्यक्रम का शुभारंभ कथा वाचक देवकीनंदन ठाकुर द्वारा किया गया। युवाओं को सकारात्मक दिशा देने के साथ उन्हें धर्म और संस्कृति से जोड़ने का कार्य करते हैं। प्रतिभाओं को मंच देना और युवाओं में अनुशासन, टीम भावना व स्वस्थ प्रतिस्पर्धा की भावना विकसित करना है। xyxy=(268,1051,464,1241)
logo-bottom-text: समय xyxy=(70,54,126,84)
quote-text-rahim: थोड़े दिन रहने वाली विपत्ति अच्छी है क्योंकि उसी से मित्र और शत्रु की पहचान होती है। xyxy=(599,124,913,135)
epaper-badge: E-PAPER xyxy=(372,66,440,81)
author-name: बिनोद कुमार सिंह xyxy=(499,671,551,680)
body-text: कलेक्टर शिवम वर्मा के निर्देशन में इंदौर जिले में संकल्प से समाधान अभियान अंतर्गत शिविर आयोजित किए जा रहे हैं। संकल्प से समाधान अभियान आगामी 31 मार्च तक संचालित किया जाएगा। इस अभियान के अंतर्गत विभिन्न विभागों की 65 सेवाओं और 41 योजनाओं के तहत आवेदकों को लाभान्वित किया जा रहा है। जिले में अब तक आयोजित शिविरों में एक लाख 32 हजार से अधिक आवेदन प्राप्त हुए। कलेक्टर शिवम वर्मा के निर्देशन में इंदौर जिले में संकल्प से समाधान अभियान अंतर्गत शिविर आयोजित किए जा रहे हैं। संकल्प से समाधान अभियान आगामी 31 मार्च तक संचालित किया जाएगा। इस अभियान के अंतर्गत विभिन्न विभागों की 65 सेवाओं और 41 योजनाओं के तहत आवेदकों को लाभान्वित किया जा रहा है। जिले में अब तक आयोजित शिविरों में एक लाख 32 हजार से अधिक आवेदन प्राप्त हुए। कलेक्टर शिवम वर्मा के निर्देशन में इंदौर जिले में संकल्प से समाधान अभियान अंतर्गत शिविर आयोजित किए जा रहे हैं। संकल्प से समाधान अभियान आगामी 31 मार्च तक संचालित किया जाएगा। xyxy=(506,1305,702,1452)
western-railway-article xyxy=(12,940,252,1460)
masthead-rule xyxy=(10,83,935,85)
ujjain-body xyxy=(262,1283,500,1460)
sankalp-headline[interactable]: संकल्प से समाधान अभियान का इंदौर जिले में प्रभावी क्रियान्वयन xyxy=(517,1260,691,1300)
masthead xyxy=(0,0,945,86)
cricket-body-cols: शहर में युवाओं को खेलों से जोड़ने और खेल भावना को बढ़ावा देने के उद्देश्य से सनातन क्रिकेट प्रीमियर लीग की भव्य शुरुआत की गई। कार्यक्रम का शुभारंभ कथा वाचक देवकीनंदन ठाकुर द्वारा किया गया। युवाओं को सकारात्मक दिशा देने के साथ उन्हें धर्म और संस्कृति से जोड़ने का कार्य करते हैं। प्रतिभाओं को मंच देना और युवाओं में अनुशासन, टीम भावना व स्वस्थ प्रतिस्पर्धा की भावना विकसित करना है। शहर में युवाओं को खेलों से जोड़ने और खेल भावना को बढ़ावा देने के उद्देश्य से सनातन क्रिकेट प्रीमियर लीग की भव्य शुरुआत की गई। कार्यक्रम का शुभारंभ कथा वाचक देवकीनंदन ठाकुर द्वारा किया गया। युवाओं को सकारात्मक दिशा देने के साथ उन्हें धर्म और संस्कृति से जोड़ने का कार्य करते हैं। प्रतिभाओं को मंच देना और xyxy=(470,1140,694,1234)
quote-text-kabir: माया मरी न मन मरा, मर मर गये शरीर। आशा तृष्णा ना मरी, कह गये दास कबीर xyxy=(241,124,535,135)
divider xyxy=(580,119,932,120)
ratlam-headline[interactable]: रतलाम मंडल ने वित्तीय वर्ष 2025-26 का टिकट चेकिंग लक्ष्य सफलतापूर्वक किया पूर्ण xyxy=(712,943,930,981)
ratlam-photo-row xyxy=(712,1022,940,1118)
ratlam-article xyxy=(712,940,940,1250)
dateline: स्वतंत्र समय, मुंबई। xyxy=(12,994,66,1003)
dateline-text: स्वतंत्र समय, इंदौर। xyxy=(308,1037,365,1046)
rail-body-col2: दक्षिण, दक्कन और पूर्वी भारत को जोड़ने की दिशा में ऐतिहासिक कदम, रेल सेवाओं तक सीमित नहीं रहा। इस अवसर पर उन्होंने लगभग 5,650 करोड़ रुपये से अधिक की विभिन्न विकास परियोजनाओं का लोकार्पण और शिलान्यास भी किया। इनमें रेलवे, ऊर्जा, पेट्रोलियम अवसंरचना, ग्रामीण सड़क संपर्क और औद्योगिक विकास से जुड़ी कई महत्वपूर्ण योजनाएं शामिल हैं। कहा कि भारतीय रेल केवल परिवहन का साधन नहीं है, बल्कि यह देश की प्रगति और सामाजिक एकता की महत्वपूर्ण धुरी है। उन्होंने इस बात पर बल दिया कि पिछले वर्षों में रेलवे के व्यापक आधुनिकीकरण, नई ट्रेनों की शुरुआत, स्टेशन पुनर्विकास और रेलवे लाइनों के विद्युतीकरण जैसे कार्यों ने भारतीय रेल को नई दिशा दी है। ऊर्जा क्षेत्र से सीधा रेल संपर्क नहीं था। अब यह स्थिति बदल गई है। पोदनूर से धनबाद तक चलने वाली अमृत भारत एक्सप्रेस पहली बार दक्षिण भारत के इस औद्योगिक क्षेत्र को झारखंड के कोयला और इस्पात क्षेत्र से सीधे जोड़ती है। दक्षिण, दक्कन और पूर्वी भारत को जोड़ने की दिशा में ऐतिहासिक कदम, रेल सेवाओं तक सीमित नहीं रहा। इस अवसर पर उन्होंने लगभग 5,650 करोड़ रुपये से अधिक की विभिन्न विकास xyxy=(414,700,590,879)
sankalp-article xyxy=(506,1258,702,1460)
sankalp-body xyxy=(506,1305,702,1460)
cricket-photo xyxy=(470,1036,694,1136)
quote-label-rahim: रहीम xyxy=(595,101,735,118)
logo-top-text: स्वतंत्र xyxy=(28,17,87,52)
author-photo xyxy=(416,636,458,694)
author-label: लेखक xyxy=(511,642,539,656)
website-link[interactable]: www.swatantrasamay.com xyxy=(448,66,578,78)
cricket-article xyxy=(262,934,698,1250)
divider xyxy=(262,1254,940,1255)
editorial-headline: अंतरराष्ट्रीय संदर्भ, वैश्विक व्यापार चुनौतियां और भारत की रणनीति xyxy=(26,152,206,193)
western-railway-body xyxy=(12,994,252,1090)
